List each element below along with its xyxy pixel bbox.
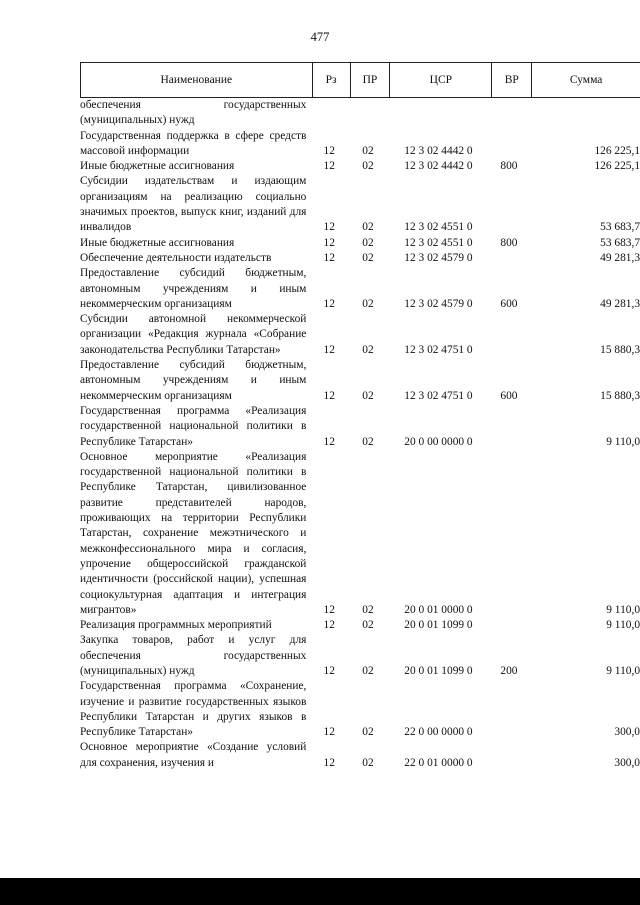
row-csr: 12 3 02 4442 0 <box>404 144 473 157</box>
table-row <box>80 450 640 618</box>
row-rz: 12 <box>323 389 335 402</box>
table-row <box>80 98 640 129</box>
row-sum: 9 110,0 <box>606 664 640 677</box>
row-pr: 02 <box>362 726 374 739</box>
row-name: Субсидии издательствам и издающим организациям на реализацию социально значимых проектов, выпуск книг, изданий для инвалидов <box>80 175 307 234</box>
row-csr: 12 3 02 4551 0 <box>404 221 473 234</box>
row-name: Иные бюджетные ассигнования <box>80 236 235 249</box>
row-pr: 02 <box>362 603 374 616</box>
row-rz: 12 <box>323 221 335 234</box>
row-pr: 02 <box>362 756 374 769</box>
row-sum: 15 880,3 <box>600 343 640 356</box>
row-name: Предоставление субсидий бюджетным, автономным учреждениям и иным некоммерческим организациям <box>80 359 307 402</box>
row-sum: 300,0 <box>614 756 640 769</box>
row-rz: 12 <box>323 343 335 356</box>
row-rz: 12 <box>323 756 335 769</box>
row-rz: 12 <box>323 619 335 632</box>
row-name: Государственная поддержка в сфере средств массовой информации <box>80 129 307 157</box>
row-sum: 9 110,0 <box>606 435 640 448</box>
row-csr: 20 0 01 0000 0 <box>404 603 473 616</box>
row-rz: 12 <box>323 297 335 310</box>
row-pr: 02 <box>362 221 374 234</box>
row-sum: 53 683,7 <box>600 236 640 249</box>
row-csr: 12 3 02 4442 0 <box>404 160 473 173</box>
row-sum: 49 281,3 <box>600 297 640 310</box>
row-sum: 300,0 <box>614 726 640 739</box>
row-rz: 12 <box>323 603 335 616</box>
column-header-csr: ЦСР <box>390 63 492 97</box>
row-pr: 02 <box>362 160 374 173</box>
row-pr: 02 <box>362 619 374 632</box>
row-csr: 20 0 01 1099 0 <box>404 619 473 632</box>
table-row <box>80 679 640 740</box>
row-name: Реализация программных мероприятий <box>80 619 272 632</box>
row-pr: 02 <box>362 236 374 249</box>
row-csr: 12 3 02 4751 0 <box>404 389 473 402</box>
column-header-sum: Сумма <box>569 74 603 86</box>
row-pr: 02 <box>362 389 374 402</box>
row-rz: 12 <box>323 726 335 739</box>
row-csr: 22 0 01 0000 0 <box>404 756 473 769</box>
table-header <box>80 62 640 98</box>
row-name: Государственная программа «Сохранение, изучение и развитие государственных языков Республики Татарстан и других языков в Республике Татарстан» <box>80 680 307 739</box>
table-body <box>80 98 640 771</box>
row-rz: 12 <box>323 435 335 448</box>
column-header-vr: ВР <box>492 63 532 97</box>
row-pr: 02 <box>362 343 374 356</box>
row-rz: 12 <box>323 160 335 173</box>
row-sum: 53 683,7 <box>600 221 640 234</box>
column-header-name: Наименование <box>81 63 313 97</box>
row-rz: 12 <box>323 144 335 157</box>
row-rz: 12 <box>323 664 335 677</box>
row-csr: 20 0 00 0000 0 <box>404 435 473 448</box>
row-csr: 20 0 01 1099 0 <box>404 664 473 677</box>
table-row <box>80 251 640 266</box>
table-row <box>80 159 640 174</box>
row-name: Субсидии автономной некоммерческой организации «Редакция журнала «Собрание законодательства Республики Татарстан» <box>80 313 307 356</box>
row-pr: 02 <box>362 144 374 157</box>
row-pr: 02 <box>362 435 374 448</box>
row-name: Обеспечение деятельности издательств <box>80 251 272 264</box>
table-row <box>80 266 640 312</box>
row-pr: 02 <box>362 251 374 264</box>
row-vr: 800 <box>500 160 518 173</box>
table-row <box>80 358 640 404</box>
row-vr: 600 <box>500 389 518 402</box>
column-header-pr: ПР <box>351 63 391 97</box>
table-row <box>80 740 640 771</box>
row-sum: 15 880,3 <box>600 389 640 402</box>
row-sum: 126 225,1 <box>594 144 640 157</box>
row-name: Государственная программа «Реализация государственной национальной политики в Республике Татарстан» <box>80 404 307 448</box>
row-pr: 02 <box>362 664 374 677</box>
row-name: Основное мероприятие «Реализация государственной национальной политики в Республике Татарстан, цивилизованное развитие представителей народов, проживающих на территории Республики Татарстан, сохранение межэтнического и межконфессионального мира и согласия, упрочение общероссийской гражданской идентичности (российской нации), успешная социокультурная адаптация и интеграция мигрантов» <box>80 450 307 616</box>
page-number: 477 <box>310 30 330 44</box>
row-csr: 12 3 02 4551 0 <box>404 236 473 249</box>
scan-bottom-edge <box>0 878 640 905</box>
row-sum: 9 110,0 <box>606 619 640 632</box>
row-name: Предоставление субсидий бюджетным, автономным учреждениям и иным некоммерческим организациям <box>80 267 307 310</box>
table-row <box>80 618 640 633</box>
row-sum: 9 110,0 <box>606 603 640 616</box>
row-vr: 600 <box>500 297 518 310</box>
row-vr: 800 <box>500 236 518 249</box>
row-pr: 02 <box>362 297 374 310</box>
row-name: Иные бюджетные ассигнования <box>80 160 235 173</box>
row-csr: 22 0 00 0000 0 <box>404 726 473 739</box>
row-csr: 12 3 02 4579 0 <box>404 251 473 264</box>
row-name: обеспечения государственных (муниципальных) нужд <box>80 99 307 127</box>
row-sum: 126 225,1 <box>594 160 640 173</box>
row-name: Закупка товаров, работ и услуг для обеспечения государственных (муниципальных) нужд <box>80 634 307 677</box>
row-vr: 200 <box>500 664 518 677</box>
table-row <box>80 633 640 679</box>
row-rz: 12 <box>323 236 335 249</box>
row-csr: 12 3 02 4751 0 <box>404 343 473 356</box>
table-row <box>80 174 640 235</box>
row-sum: 49 281,3 <box>600 251 640 264</box>
row-rz: 12 <box>323 251 335 264</box>
row-csr: 12 3 02 4579 0 <box>404 297 473 310</box>
column-header-rz: Рз <box>313 63 351 97</box>
table-row <box>80 129 640 160</box>
table-row <box>80 312 640 358</box>
row-name: Основное мероприятие «Создание условий для сохранения, изучения и <box>80 741 307 769</box>
table-row <box>80 236 640 251</box>
table-row <box>80 404 640 450</box>
